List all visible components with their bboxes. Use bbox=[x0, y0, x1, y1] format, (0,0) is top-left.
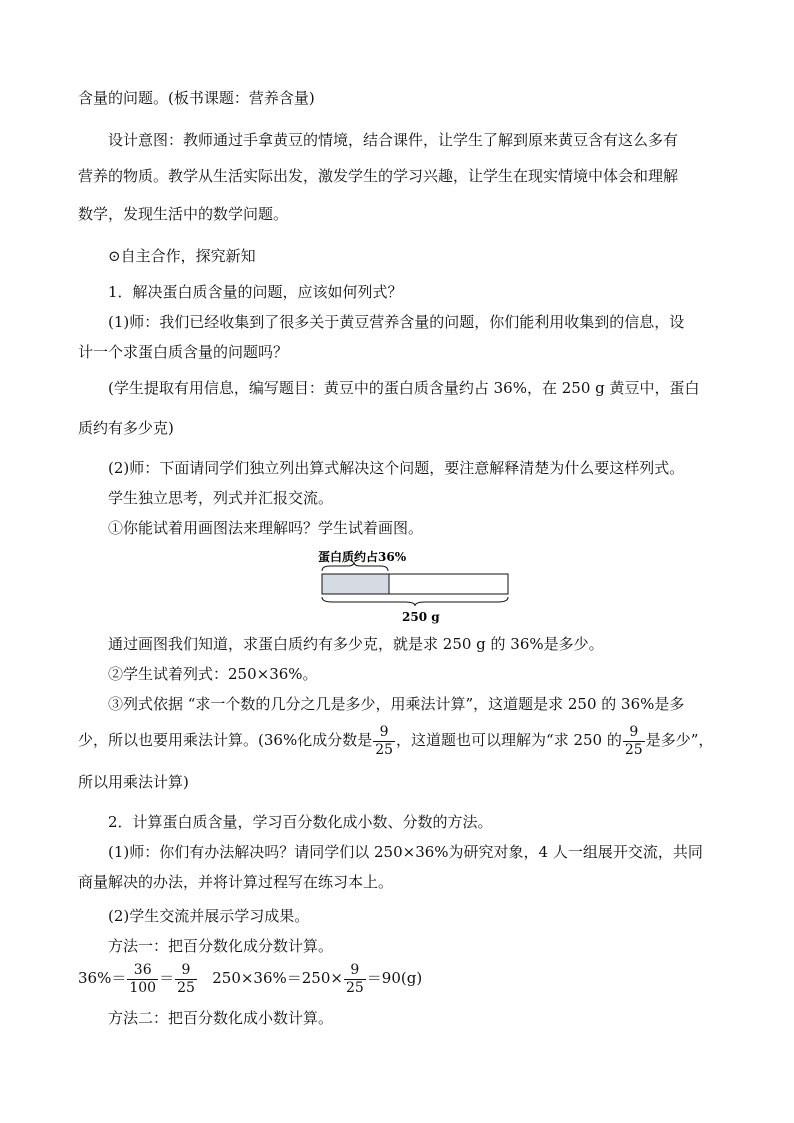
paragraph-line: (1)师：我们已经收集到了很多关于黄豆营养含量的问题，你们能利用收集到的信息，设 bbox=[108, 313, 685, 331]
design-intent-line: 设计意图：教师通过手拿黄豆的情境，结合课件，让学生了解到原来黄豆含有这么多有 bbox=[108, 131, 679, 149]
fraction-9-25 bbox=[175, 962, 197, 997]
fraction-numerator: 9 bbox=[350, 961, 360, 978]
protein-bar-diagram bbox=[310, 545, 520, 625]
paragraph-line: (2)师：下面请同学们独立列出算式解决这个问题，要注意解释清楚为什么要这样列式。 bbox=[108, 459, 685, 477]
fraction-denominator: 25 bbox=[345, 979, 364, 996]
fraction-9-25 bbox=[623, 724, 645, 759]
paragraph-line: 所以用乘法计算) bbox=[78, 773, 189, 791]
fraction-9-25 bbox=[344, 962, 366, 997]
paragraph-line: 学生独立思考，列式并汇报交流。 bbox=[108, 489, 334, 507]
paragraph-line: 通过画图我们知道，求蛋白质约有多少克，就是求 250 g 的 36%是多少。 bbox=[108, 635, 604, 653]
design-intent-line: 营养的物质。教学从生活实际出发，激发学生的学习兴趣，让学生在现实情境中体会和理解 bbox=[78, 167, 679, 185]
eq-text: 250×36%＝250× bbox=[197, 969, 343, 987]
diagram-shaded-part bbox=[322, 574, 389, 594]
paragraph-line: (学生提取有用信息，编写题目：黄豆中的蛋白质含量约占 36%，在 250 g 黄豆中，蛋白 bbox=[108, 379, 700, 397]
fraction-denominator: 25 bbox=[375, 741, 394, 758]
fraction-denominator: 25 bbox=[624, 741, 643, 758]
text-run: 是多少”， bbox=[645, 731, 714, 749]
eq-text: 36%＝ bbox=[78, 969, 127, 987]
fraction-denominator: 25 bbox=[177, 979, 195, 996]
text-run: ，这道题也可以理解为“求 250 的 bbox=[396, 731, 622, 749]
diagram-bottom-label: 250 g bbox=[402, 610, 440, 624]
method-1-title: 方法一：把百分数化成分数计算。 bbox=[108, 937, 334, 955]
fraction-9-25 bbox=[373, 724, 395, 759]
eq-text: ＝ bbox=[159, 969, 175, 987]
fraction-numerator: 9 bbox=[629, 723, 639, 740]
diagram-bottom-brace bbox=[322, 597, 508, 606]
paragraph-line: 质约有多少克) bbox=[78, 419, 174, 437]
fraction-numerator: 9 bbox=[379, 723, 389, 740]
eq-text: ＝90(g) bbox=[366, 969, 423, 987]
equation-line bbox=[78, 960, 422, 997]
fraction-denominator: 100 bbox=[129, 979, 157, 996]
paragraph-line-with-fractions bbox=[78, 722, 713, 759]
method-2-title: 方法二：把百分数化成小数计算。 bbox=[108, 1009, 334, 1027]
paragraph-line: (1)师：你们有办法解决吗？请同学们以 250×36%为研究对象，4 人一组展开交流，共同 bbox=[108, 843, 703, 861]
fraction-numerator: 36 bbox=[133, 961, 152, 978]
design-intent-line: 数学，发现生活中的数学问题。 bbox=[78, 205, 289, 223]
question-2-title: 2．计算蛋白质含量，学习百分数化成小数、分数的方法。 bbox=[108, 813, 493, 831]
fraction-36-100 bbox=[127, 962, 158, 997]
paragraph-line: (2)学生交流并展示学习成果。 bbox=[108, 907, 310, 925]
diagram-top-label: 蛋白质约占36% bbox=[318, 550, 407, 564]
paragraph-line: 计一个求蛋白质含量的问题吗？ bbox=[78, 343, 289, 361]
paragraph-line: ①你能试着用画图法来理解吗？学生试着画图。 bbox=[108, 519, 424, 537]
text-run: 少，所以也要用乘法计算。(36%化成分数是 bbox=[78, 731, 373, 749]
section-heading: ⊙自主合作，探究新知 bbox=[108, 247, 256, 265]
paragraph-line: 商量解决的办法，并将计算过程写在练习本上。 bbox=[78, 873, 394, 891]
paragraph-line: ③列式依据 “求一个数的几分之几是多少，用乘法计算”，这道题是求 250 的 36%是多 bbox=[108, 695, 685, 713]
paragraph-line: 含量的问题。(板书课题：营养含量) bbox=[78, 89, 315, 107]
question-1-title: 1．解决蛋白质含量的问题，应该如何列式？ bbox=[108, 283, 403, 301]
fraction-numerator: 9 bbox=[181, 961, 191, 978]
paragraph-line: ②学生试着列式：250×36%。 bbox=[108, 665, 318, 683]
